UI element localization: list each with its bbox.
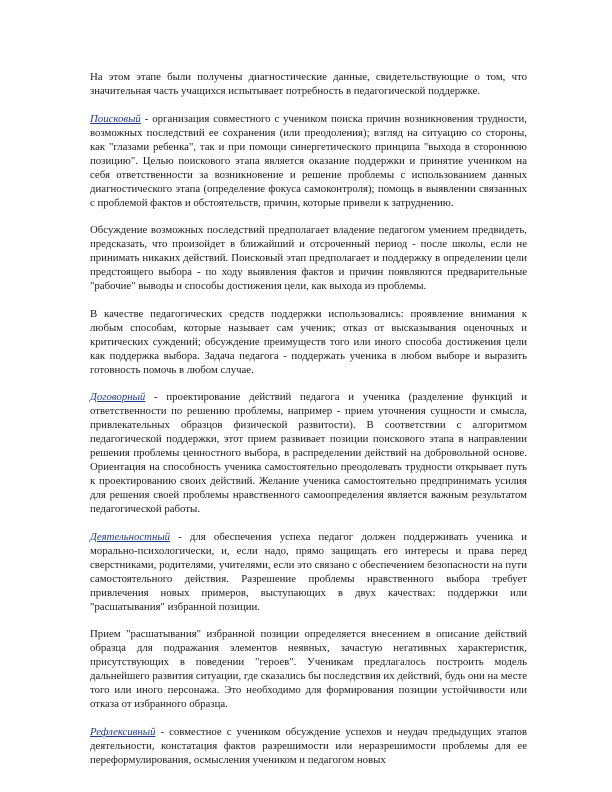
stage-term: Поисковый — [90, 112, 141, 125]
paragraph-activity-stage — [90, 530, 527, 614]
paragraph-contract-stage — [90, 390, 527, 516]
stage-term: Деятельностный — [90, 530, 171, 543]
paragraph-reflexive-stage — [90, 725, 527, 767]
paragraph-consequences — [90, 223, 527, 293]
stage-term: Договорный — [90, 391, 146, 403]
paragraph-text: Обсуждение возможных последствий предполагает владение педагогом умением предвидеть, предсказать, что произойдет в ближайший и отсроченный период - после школы, если не принимать никаких действий. Поисковый этап предполагает и поддержку в определении цели предстоящего выбора - по ходу выявления фактов и причин появляются предварительные "рабочие" выводы и способы достижения цели, как выхода из проблемы. — [90, 224, 527, 292]
paragraph-support-means — [90, 307, 527, 377]
stage-term: Рефлексивный — [90, 725, 156, 738]
paragraph-text: - совместное с учеником обсуждение успехов и неудач предыдущих этапов деятельности, констатация фактов разрешимости или неразрешимости проблемы для ее переформулирования, осмысления учеником и педагогом новых — [90, 725, 527, 766]
paragraph-text: Прием "расшатывания" избранной позиции определяется внесением в описание действий образца для подражания элементов неявных, зачастую негативных характеристик, присутствующих в поведении "героев". Ученикам предлагалось построить модель дальнейшего развития ситуации, где сказались бы последствия их действий, будь они на месте того или иного персонажа. Это необходимо для формирования позиции устойчивости или отказа от избранного образца. — [90, 628, 527, 710]
paragraph-text: - для обеспечения успеха педагог должен поддерживать ученика и морально-психологически, и, если надо, прямо защищать его интересы и права перед сверстниками, родителями, учителями, если это связано с обеспечением безопасности на пути самостоятельного действия. Разрешение проблемы нравственного выбора требует привлечения новых примеров, выступающих в двух качествах: поддержки или "расшатывания" избранной позиции. — [90, 530, 527, 613]
paragraph-text: В качестве педагогических средств поддержки использовались: проявление внимания к любым способам, которые называет сам ученик; отказ от высказывания оценочных и критических суждений; обсуждение преимуществ того или иного способа достижения цели как поддержка выбора. Задача педагога - поддержать ученика в любом выборе и выразить готовность помочь в любом случае. — [90, 307, 527, 376]
paragraph-loosening-technique — [90, 627, 527, 711]
paragraph-text: - проектирование действий педагога и ученика (разделение функций и ответственности по решению проблемы, например - прием уточнения сущности и смысла, привлекательных образцов физической развитости). В соответствии с алгоритмом педагогической поддержки, этот прием развивает позиции поискового этапа в направлении решения проблемы ценностного выбора, в распределении действий на добровольной основе. Ориентация на способность ученика самостоятельно преодолевать трудности открывает путь к проектированию своих действий. Желание ученика самостоятельно предпринимать усилия для решения своей проблемы нравственного самоопределения является важным результатом педагогической работы. — [90, 391, 527, 515]
document-page — [90, 70, 527, 780]
paragraph-text: - организация совместного с учеником поиска причин возникновения трудности, возможных последствий ее сохранения (или преодоления); взгляд на ситуацию со стороны, как "глазами ребенка", так и при помощи синергетического принципа "выхода в стороннюю позицию". Целью поискового этапа является оказание поддержки и принятие учеником на себя ответственности за возникновение и решение проблемы с использованием данных диагностического этапа (определение фокуса самоконтроля); помощь в выявлении связанных с проблемой фактов и обстоятельств, причин, которые привели к затруднению. — [90, 112, 527, 209]
paragraph-intro — [90, 70, 527, 98]
paragraph-text: На этом этапе были получены диагностические данные, свидетельствующие о том, что значительная часть учащихся испытывает потребность в педагогической поддержке. — [90, 71, 527, 97]
paragraph-search-stage — [90, 112, 527, 210]
